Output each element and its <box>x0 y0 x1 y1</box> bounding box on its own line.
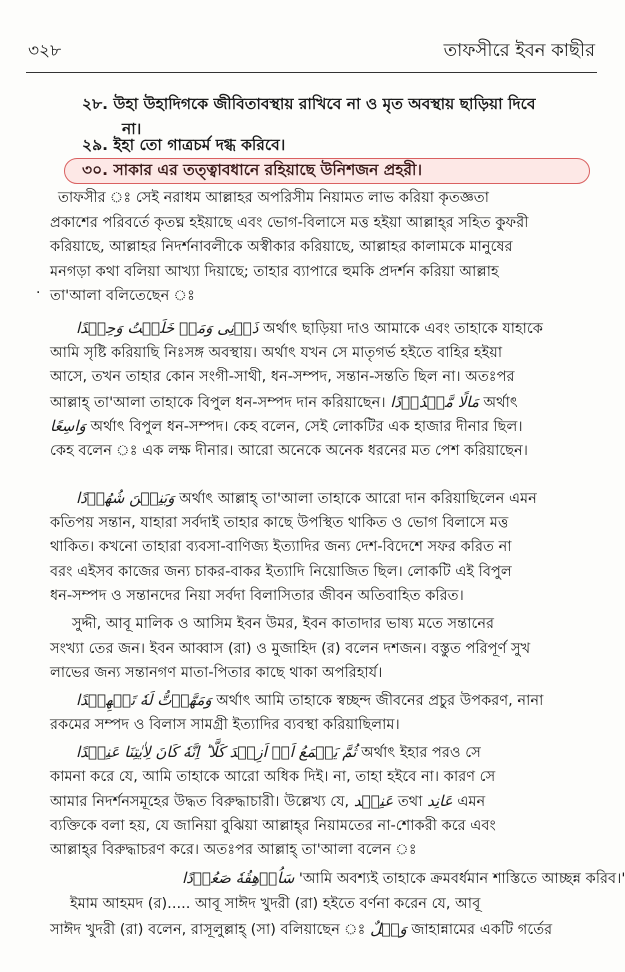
text-line: বরং এইসব কাজের জন্য চাকর-বাকর ইত্যাদি নিয়োজিত ছিল। লোকটি এই বিপুল <box>50 562 512 580</box>
text-span: 'আমি অবশ্যই তাহাকে ক্রমবর্ধমান শাস্তিতে আচ্ছন্ন করিব।' <box>298 870 625 887</box>
text-span: অর্থাৎ <box>483 393 518 411</box>
arabic-text: وَیۡلٌ <box>370 919 407 938</box>
verse-28-line2: না। <box>122 120 142 138</box>
verse-29: ২৯. ইহা তো গাত্রচর্ম দগ্ধ করিবে। <box>82 136 286 154</box>
text-line: কামনা করে যে, আমি তাহাকে আরো অধিক দিই। না, তাহা হইবে না। কারণ সে <box>50 767 496 785</box>
arabic-text: وَمَهَّدۡتُّ لَهٗ تَمۡهِیۡدًا <box>76 691 212 709</box>
text-span: আল্লাহ্‌ তা'আলা তাহাকে বিপুল ধন-সম্পদ দান করিয়াছেন। <box>50 393 386 411</box>
text-span: অর্থাৎ বিপুল ধন-সম্পদ। কেহ বলেন, সেই লোকটির এক হাজার দীনার ছিল। <box>90 418 523 436</box>
text-line: আসে, তখন তাহার কোন সংগী-সাথী, ধন-সম্পদ, সন্তান-সন্ততি ছিল না। অতঃপর <box>50 368 515 386</box>
text-line: প্রকাশের পরিবর্তে কৃতঘ্ন হইয়াছে এবং ভোগ-বিলাসে মত্ত হইয়া আল্লাহ্‌র সহিত কুফরী <box>50 213 529 231</box>
tafsir-paragraph-6 <box>50 740 590 863</box>
text-line: আমি সৃষ্টি করিয়াছি নিঃসঙ্গ অবস্থায়। অর্থাৎ যখন সে মাতৃগর্ভ হইতে বাহির হইয়া <box>50 343 503 361</box>
text-span: তথা <box>397 793 423 811</box>
text-span: অর্থাৎ ইহার পরও সে <box>361 744 481 761</box>
arabic-text: ذَرۡنِی وَمَنۡ خَلَقۡتُ وَحِیۡدًا <box>76 319 259 337</box>
text-span: এমন <box>457 793 486 811</box>
tafsir-paragraph-5 <box>50 688 590 737</box>
text-line: তাফসীর ঃ সেই নরাধম আল্লাহর অপরিসীম নিয়ামত লাভ করিয়া কৃতজ্ঞতা <box>58 189 489 206</box>
verse-28-line1: ২৮. উহা উহাদিগকে জীবিতাবস্থায় রাখিবে না ও মৃত অবস্থায় ছাড়িয়া দিবে <box>82 95 536 113</box>
book-title: তাফসীরে ইবন কাছীর <box>443 40 595 61</box>
tafsir-paragraph-4 <box>50 612 590 686</box>
arabic-text: سَاُرۡهِقُهٗ صَعُوۡدًا <box>182 869 295 887</box>
text-span: অর্থাৎ আমি তাহাকে স্বচ্ছন্দ জীবনের প্রচুর উপকরণ, নানা <box>216 692 544 709</box>
stray-mark: · <box>36 285 41 301</box>
header-rule <box>26 72 597 73</box>
text-line: ইমাম আহমদ (র)..... আবূ সাঈদ খুদরী (রা) হইতে বর্ণনা করেন যে, আবূ <box>70 895 481 912</box>
text-line: তা'আলা বলিতেছেন ঃ <box>50 287 195 305</box>
text-line: সংখ্যা তের জন। ইবন আব্বাস (রা) ও মুজাহিদ (র) বলেন দশজন। বস্তুত পরিপূর্ণ সুখ <box>50 639 531 657</box>
text-line: ব্যক্তিকে বলা হয়, যে জানিয়া বুঝিয়া আল্লাহ্‌র নিয়ামতের না-শোকরী করে এবং <box>50 816 496 834</box>
arabic-text: عَانِد <box>427 792 453 811</box>
text-line: রকমের সম্পদ ও বিলাস সামগ্রী ইত্যাদির ব্যবস্থা করিয়াছিলাম। <box>50 715 400 733</box>
text-line: করিয়াছে, আল্লাহর নিদর্শনাবলীকে অস্বীকার করিয়াছে, আল্লাহর কালামকে মানুষের <box>50 238 513 256</box>
verse-30: ৩০. সাকার এর তত্ত্বাবধানে রহিয়াছে উনিশজন প্রহরী। <box>82 161 423 179</box>
tafsir-paragraph-8 <box>50 892 590 941</box>
text-line: থাকিত। কখনো তাহারা ব্যবসা-বাণিজ্য ইত্যাদির জন্য দেশ-বিদেশে সফর করিত না <box>50 538 512 556</box>
text-span: আমার নিদর্শনসমূহের উদ্ধত বিরুদ্ধাচারী। উল্লেখ্য যে, <box>50 793 350 811</box>
arabic-text: مَالًا مَّمۡدُوۡدًا <box>390 392 479 411</box>
text-line: আল্লাহ্‌র বিরুদ্ধাচরণ করে। অতঃপর আল্লাহ্‌ তা'আলা বলেন ঃ <box>50 841 417 859</box>
tafsir-paragraph-3 <box>50 486 590 609</box>
text-line: কতিপয় সন্তান, যাহারা সর্বদাই তাহার কাছে উপস্থিত থাকিত ও ভোগ বিলাসে মত্ত <box>50 513 509 531</box>
arabic-text: وَبَنِیۡنَ شُهُوۡدًا <box>76 489 175 507</box>
text-span: অর্থাৎ আল্লাহ্‌ তা'আলা তাহাকে আরো দান করিয়াছিলেন এমন <box>179 490 537 507</box>
tafsir-paragraph-2 <box>50 316 590 464</box>
text-line: লাভের জন্য সন্তানগণ মাতা-পিতার কাছে থাকা অপরিহার্য। <box>50 664 383 682</box>
text-span: অর্থাৎ ছাড়িয়া দাও আমাকে এবং তাহাকে যাহাকে <box>263 320 543 337</box>
text-line: মনগড়া কথা বলিয়া আখ্যা দিয়াছে; তাহার ব্যাপারে হুমকি প্রদর্শন করিয়া আল্লাহ <box>50 262 499 280</box>
arabic-text: ثُمَّ یَطۡمَعُ اَنۡ اَزِیۡدَ كَلَّا ؕ اِنَّهٗ كَانَ لِاٰیٰتِنَا عَنِیۡدًا <box>76 743 357 761</box>
arabic-text: وَاسِعًا <box>50 417 86 436</box>
text-line: কেহ বলেন ঃ এক লক্ষ দীনার। আরো অনেকে অনেক ধরনের মত পেশ করিয়াছেন। <box>50 441 528 459</box>
text-span: জাহান্নামের একটি গর্তের <box>411 920 553 938</box>
text-line: ধন-সম্পদ ও সন্তানদের নিয়া সর্বদা বিলাসিতার জীবন অতিবাহিত করিত। <box>50 587 464 605</box>
page-number: ৩২৮ <box>28 41 62 61</box>
tafsir-paragraph-1 <box>50 186 590 309</box>
text-span: সাঈদ খুদরী (রা) বলেন, রাসূলুল্লাহ্‌ (সা) বলিয়াছেন ঃ <box>50 920 366 938</box>
tafsir-paragraph-7 <box>50 866 625 891</box>
arabic-text: عَنِیۡد <box>353 792 394 811</box>
text-line: সুদ্দী, আবূ মালিক ও আসিম ইবন উমর, ইবন কাতাদার ভাষ্য মতে সন্তানের <box>72 615 495 632</box>
